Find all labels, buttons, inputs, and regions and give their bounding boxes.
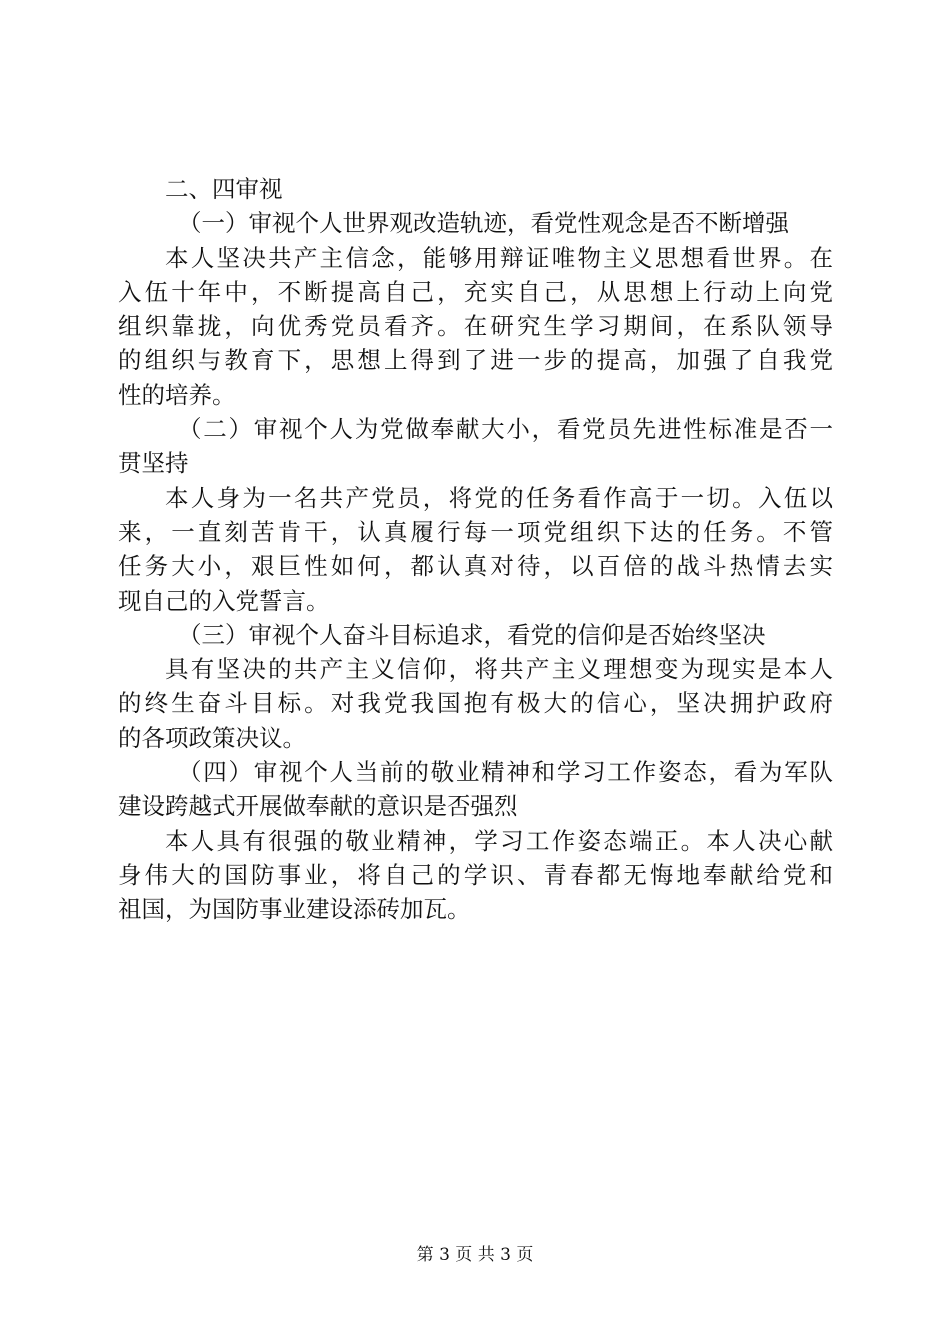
text-line: 贯坚持: [118, 449, 189, 478]
text-line: 的终生奋斗目标。对我党我国抱有极大的信心，坚决拥护政府: [118, 689, 833, 718]
text-line: 的各项政策决议。: [118, 723, 306, 752]
text-line: 身伟大的国防事业，将自己的学识、青春都无悔地奉献给党和: [118, 860, 833, 889]
text-line: 建设跨越式开展做奉献的意识是否强烈: [118, 792, 518, 821]
text-line: 组织靠拢，向优秀党员看齐。在研究生学习期间，在系队领导: [118, 312, 833, 341]
text-line: 二、四审视: [165, 175, 283, 203]
document-body: [118, 172, 833, 927]
text-line: 本人具有很强的敬业精神，学习工作姿态端正。本人决心献: [165, 826, 833, 855]
text-line: （一）审视个人世界观改造轨迹，看党性观念是否不断增强: [178, 209, 789, 238]
text-line: （四）审视个人当前的敬业精神和学习工作姿态，看为军队: [178, 758, 833, 787]
text-line: 性的培养。: [118, 380, 236, 409]
text-line: 来，一直刻苦肯干，认真履行每一项党组织下达的任务。不管: [118, 517, 833, 546]
text-line: 入伍十年中，不断提高自己，充实自己，从思想上行动上向党: [118, 277, 833, 306]
text-line: 现自己的入党誓言。: [118, 586, 330, 615]
page-footer: 第 3 页 共 3 页: [416, 1245, 534, 1265]
text-line: 任务大小，艰巨性如何，都认真对待，以百倍的战斗热情去实: [118, 552, 833, 581]
text-line: 的组织与教育下，思想上得到了进一步的提高，加强了自我党: [118, 346, 833, 375]
text-line: 具有坚决的共产主义信仰，将共产主义理想变为现实是本人: [165, 655, 833, 684]
text-line: （三）审视个人奋斗目标追求，看党的信仰是否始终坚决: [178, 620, 766, 649]
text-line: 祖国，为国防事业建设添砖加瓦。: [118, 895, 471, 924]
text-line: 本人身为一名共产党员，将党的任务看作高于一切。入伍以: [165, 483, 833, 512]
text-line: （二）审视个人为党做奉献大小，看党员先进性标准是否一: [178, 415, 833, 444]
text-line: 本人坚决共产主信念，能够用辩证唯物主义思想看世界。在: [165, 243, 833, 272]
